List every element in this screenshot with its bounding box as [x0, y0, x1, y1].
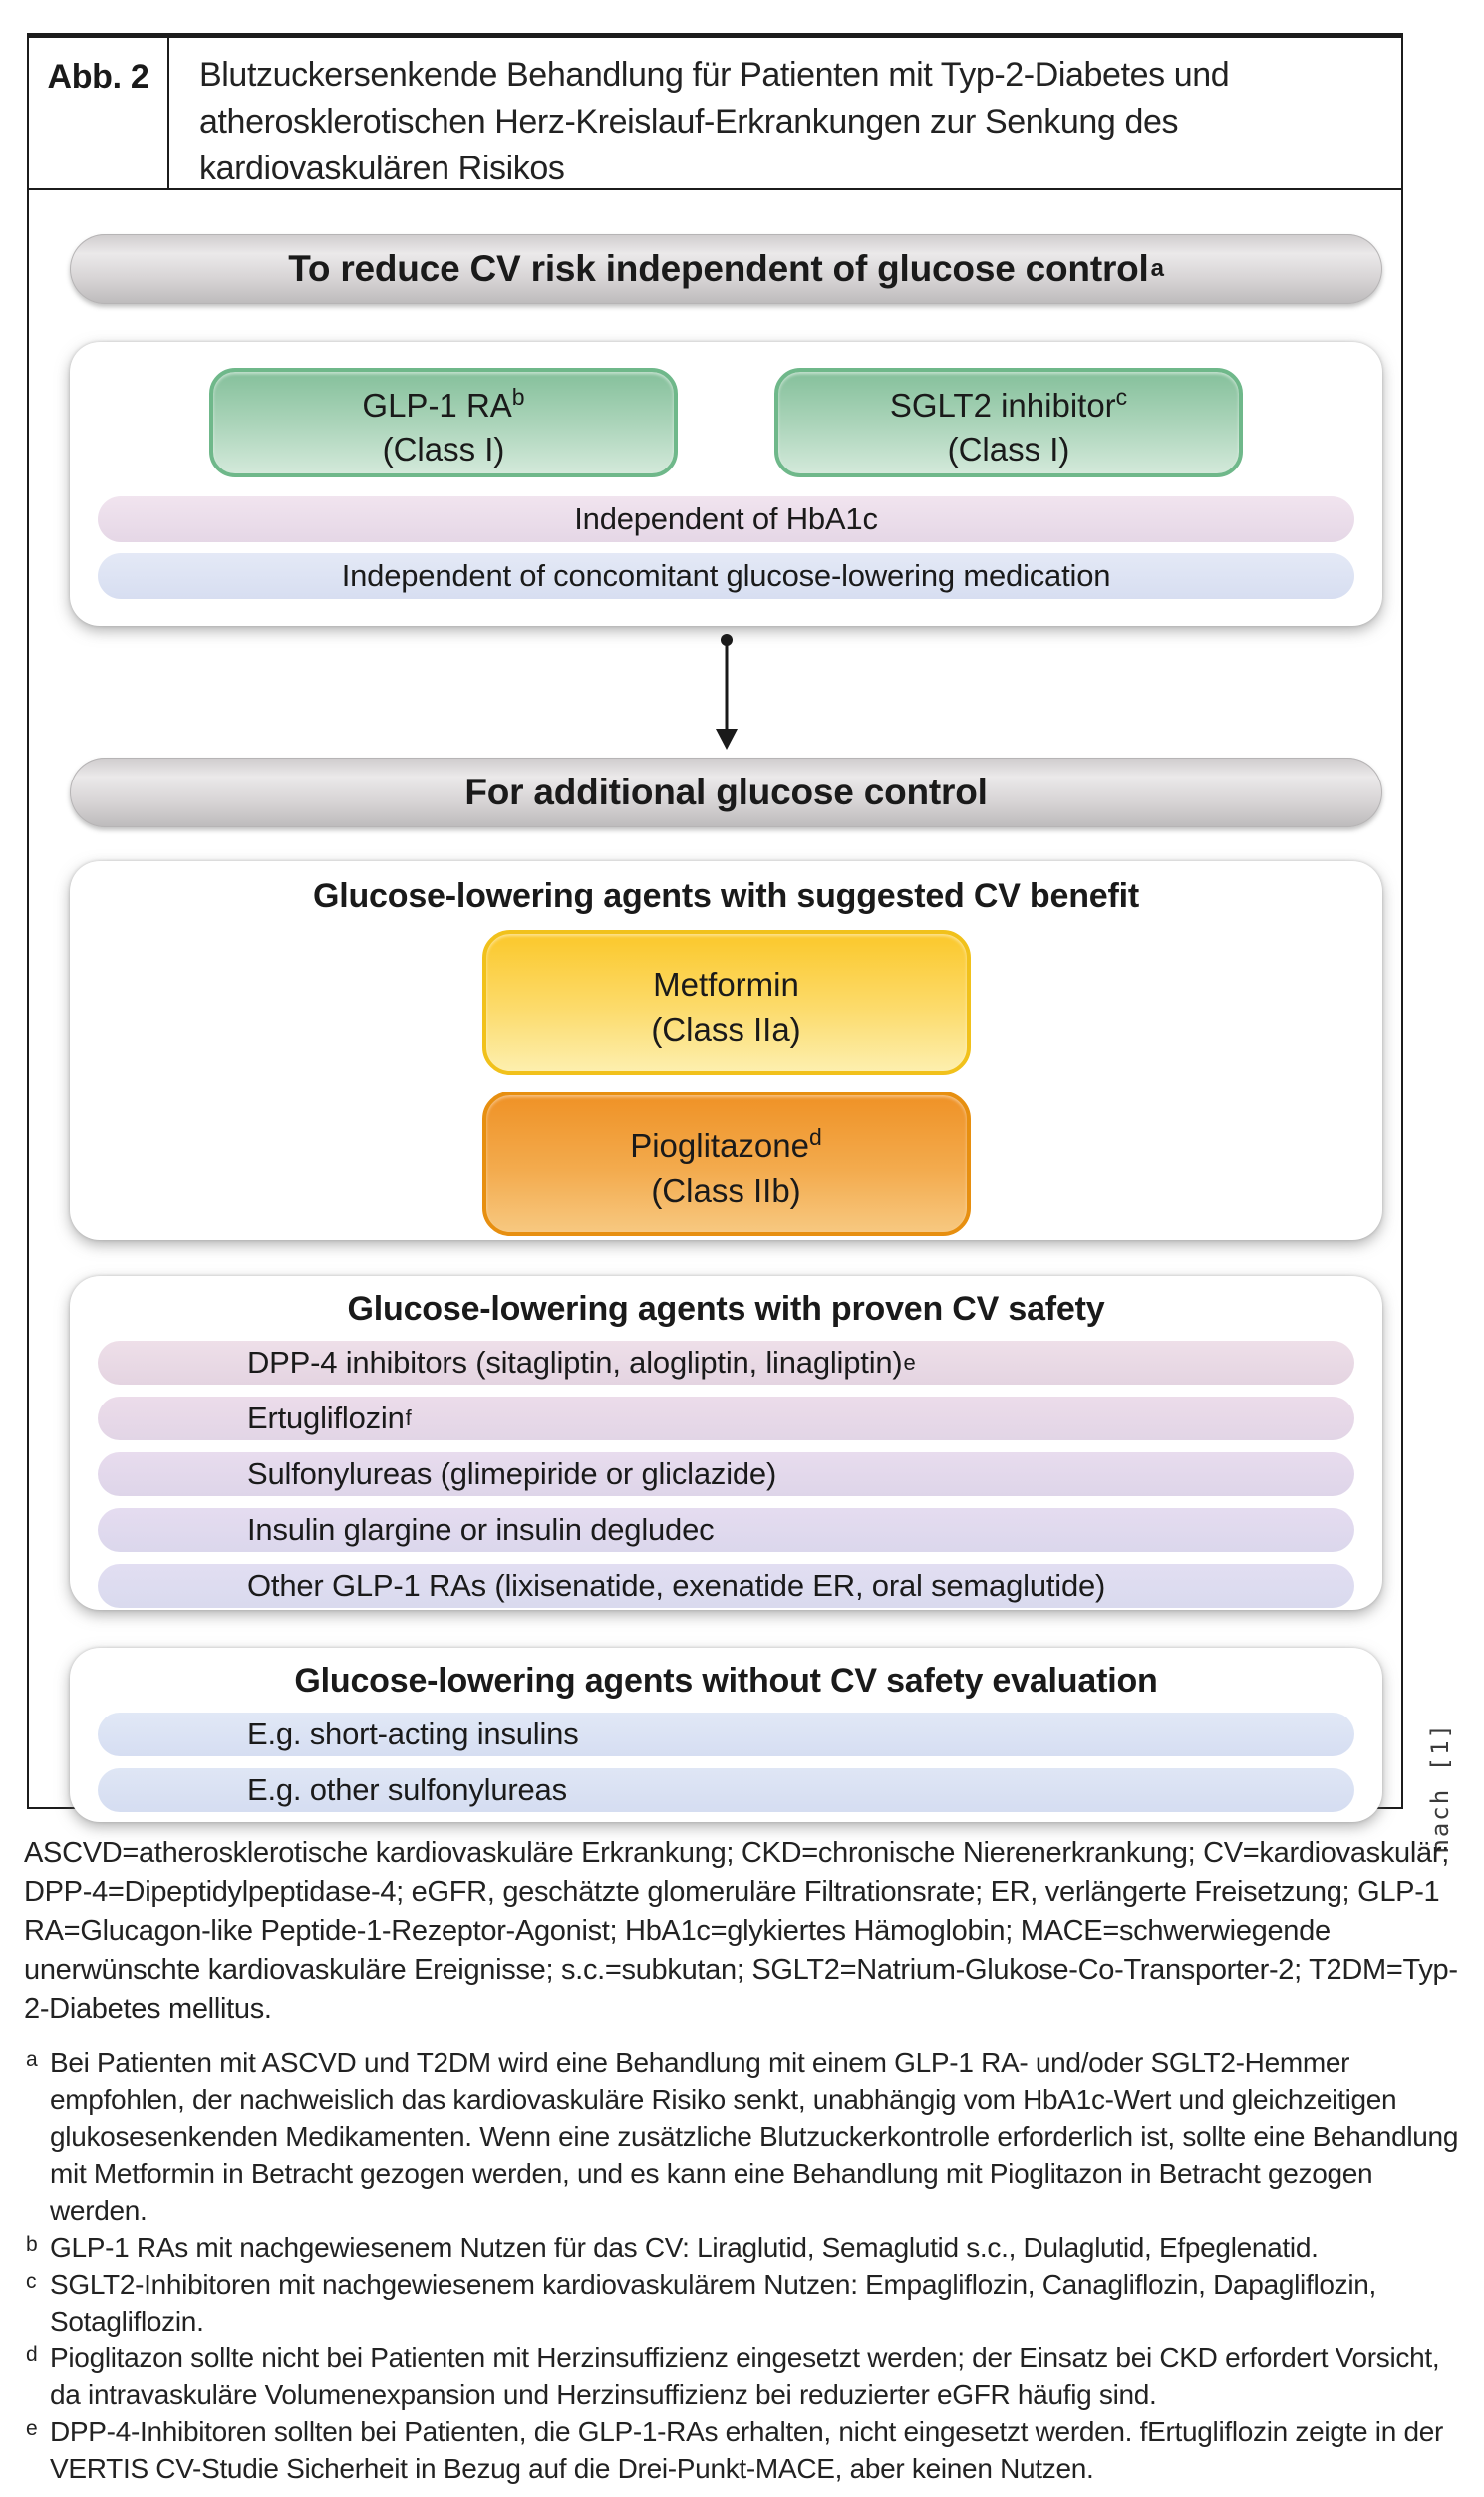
footnote-e: e DPP-4-Inhibitoren sollten bei Patienten, die GLP-1-RAs erhalten, nicht eingesetzt werden. fErtugliflozin zeigte in der VERTIS CV-Studie Sicherheit in Bezug auf die Drei-Punkt-MACE, aber keinen Nutzen. [24, 2413, 1465, 2487]
footnote-e-marker: e [26, 2417, 38, 2440]
glp1-ra-class: (Class I) [382, 430, 505, 468]
down-arrow-icon [714, 634, 740, 750]
pill-sulfonylureas: Sulfonylureas (glimepiride or gliclazide) [98, 1452, 1354, 1496]
pill-ertugliflozin: Ertugliflozin f [98, 1397, 1354, 1440]
sglt2-inhibitor-class: (Class I) [947, 430, 1070, 468]
abbreviations-paragraph: ASCVD=atherosklerotische kardiovaskuläre Erkrankung; CKD=chronische Nierenerkrankung; CV=kardiovaskulär; DPP-4=Dipeptidylpeptidase-4; eGFR, geschätzte glomeruläre Filtrationsrate; ER, verlängerte Freisetzung; GLP-1 RA=Glucagon-like Peptide-1-Rezeptor-Agonist; HbA1c=glykiertes Hämoglobin; MACE=schwerwiegende unerwünschte kardiovaskuläre Ereignisse; s.c.=subkutan; SGLT2=Natrium-Glukose-Co-Transporter-2; T2DM=Typ-2-Diabetes mellitus. [24, 1837, 1458, 2025]
glp1-ra-box [209, 368, 678, 477]
pill-other-glp1-ras: Other GLP-1 RAs (lixisenatide, exenatide ER, oral semaglutide) [98, 1564, 1354, 1608]
footnote-ref-b: b [511, 383, 525, 410]
footnote-ref-c: c [1115, 383, 1128, 410]
footnote-b: b GLP-1 RAs mit nachgewiesenem Nutzen für das CV: Liraglutid, Semaglutid s.c., Dulaglutid, Efpeglenatid. [24, 2229, 1465, 2266]
banner-additional-glucose-control-label: For additional glucose control [464, 772, 988, 812]
flow-diagram [29, 234, 1401, 1822]
footnote-d: d Pioglitazon sollte nicht bei Patienten mit Herzinsuffizienz eingesetzt werden; der Einsatz bei CKD erfordert Vorsicht, da intravaskuläre Volumenexpansion und Herzinsuffizienz bei reduzierter eGFR häufig sind. [24, 2340, 1465, 2413]
pill-independent-hba1c: Independent of HbA1c [98, 496, 1354, 542]
pill-independent-medication: Independent of concomitant glucose-lowering medication [98, 553, 1354, 599]
footnote-ref-d: d [809, 1123, 822, 1150]
figure-title: Blutzuckersenkende Behandlung für Patienten mit Typ-2-Diabetes und atherosklerotischen Herz-Kreislauf-Erkrankungen zur Senkung des kardiovaskulären Risikos [199, 56, 1230, 187]
sglt2-inhibitor-label: SGLT2 inhibitor$^c$ [889, 383, 1128, 424]
footnote-ref-f: f [405, 1405, 412, 1430]
footnote-b-marker: b [26, 2233, 38, 2256]
sglt2-inhibitor-box [774, 368, 1243, 477]
pioglitazone-box [482, 1092, 971, 1236]
pill-insulin-glargine-degludec: Insulin glargine or insulin degludec [98, 1508, 1354, 1552]
source-citation: nach [1] [1426, 1722, 1454, 1854]
metformin-label: Metformin [653, 965, 799, 1003]
flow-arrow-zone [70, 626, 1382, 758]
metformin-class: (Class IIa) [651, 1010, 801, 1048]
pioglitazone-label: Pioglitazone$^d$ [630, 1123, 822, 1164]
pill-other-sulfonylureas: E.g. other sulfonylureas [98, 1768, 1354, 1812]
pill-dpp4-inhibitors: DPP-4 inhibitors (sitagliptin, alogliptin, linagliptin) e [98, 1341, 1354, 1385]
heading-without-cv-safety: Glucose-lowering agents without CV safety evaluation [294, 1662, 1158, 1700]
metformin-box [482, 930, 971, 1075]
glp1-ra-label: GLP-1 $RA^b$ [362, 383, 525, 424]
footnote-a-marker: a [26, 2048, 38, 2071]
heading-suggested-cv-benefit: Glucose-lowering agents with suggested CV benefit [313, 877, 1139, 915]
footnote-c-marker: c [26, 2270, 37, 2293]
pioglitazone-class: (Class IIb) [651, 1171, 801, 1209]
figure-number-label: Abb. 2 [29, 38, 169, 188]
card-without-cv-safety-evaluation [70, 1648, 1382, 1822]
figure-title-row [29, 38, 1401, 190]
banner-additional-glucose-control [70, 758, 1382, 827]
pill-short-acting-insulins: E.g. short-acting insulins [98, 1713, 1354, 1756]
footnote-area [24, 1834, 1465, 2487]
footnote-ref-e: e [903, 1350, 916, 1375]
footnote-ref-a: a [1150, 255, 1164, 282]
footnote-c: c SGLT2-Inhibitoren mit nachgewiesenem kardiovaskulärem Nutzen: Empagliflozin, Canagliflozin, Dapagliflozin, Sotagliflozin. [24, 2266, 1465, 2340]
card-suggested-cv-benefit [70, 861, 1382, 1240]
banner-reduce-cv-risk-label: To reduce CV risk independent of glucose control [288, 248, 1149, 289]
heading-proven-cv-safety: Glucose-lowering agents with proven CV safety [347, 1290, 1105, 1328]
figure-frame [27, 33, 1403, 1809]
footnote-a: a Bei Patienten mit ASCVD und T2DM wird eine Behandlung mit einem GLP-1 RA- und/oder SGLT2-Hemmer empfohlen, der nachweislich das kardiovaskuläre Risiko senkt, unabhängig vom HbA1c-Wert und gleichzeitigen glukosesenkenden Medikamenten. Wenn eine zusätzliche Blutzuckerkontrolle erforderlich ist, sollte eine Behandlung mit Metformin in Betracht gezogen werden, und es kann eine Behandlung mit Pioglitazon in Betracht gezogen werden. [24, 2044, 1465, 2229]
first-line-drug-row [70, 368, 1382, 477]
card-first-line-therapy [70, 342, 1382, 626]
card-proven-cv-safety [70, 1276, 1382, 1610]
footnote-d-marker: d [26, 2343, 38, 2366]
banner-reduce-cv-risk [70, 234, 1382, 304]
